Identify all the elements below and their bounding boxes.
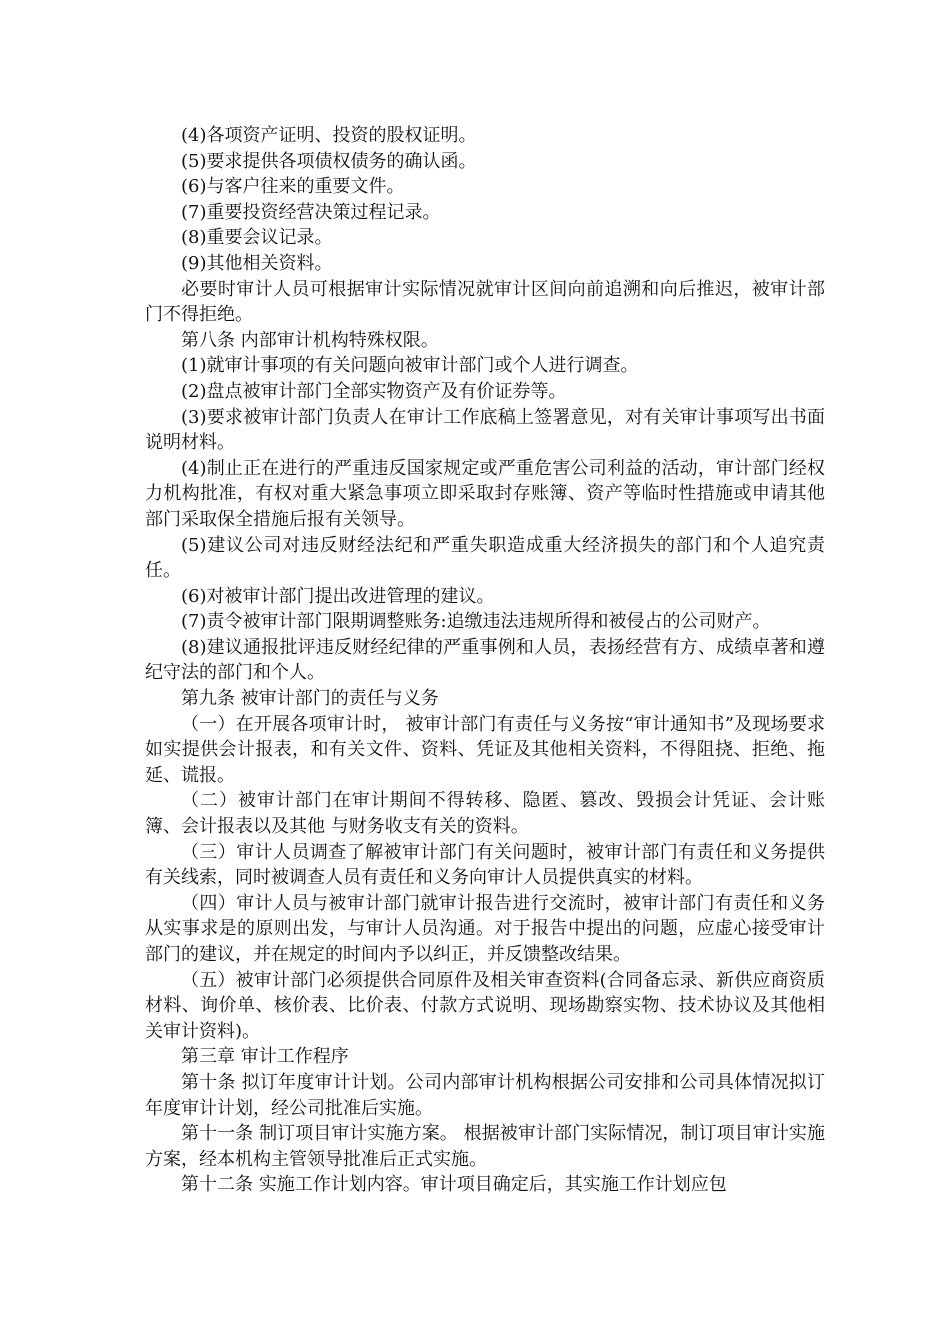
article-heading: 第九条 被审计部门的责任与义务 [181, 688, 439, 710]
paragraph: （一）在开展各项审计时， 被审计部门有责任与义务按“审计通知书”及现场要求如实提供会计报表，和有关文件、资料、凭证及其他相关资料，不得阻挠、拒绝、拖延、谎报。 [145, 713, 825, 786]
paragraph: (3)要求被审计部门负责人在审计工作底稿上签署意见，对有关审计事项写出书面说明材料。 [145, 406, 825, 454]
paragraph: (1)就审计事项的有关问题向被审计部门或个人进行调查。 [181, 355, 639, 377]
chapter-heading: 第三章 审计工作程序 [181, 1046, 349, 1068]
paragraph: （五）被审计部门必须提供合同原件及相关审查资料(合同备忘录、新供应商资质材料、询价单、核价表、比价表、付款方式说明、现场勘察实物、技术协议及其他相关审计资料)。 [145, 969, 825, 1042]
paragraph: (8)建议通报批评违反财经纪律的严重事例和人员，表扬经营有方、成绩卓著和遵纪守法的部门和个人。 [145, 636, 825, 684]
paragraph: (4)各项资产证明、投资的股权证明。 [181, 125, 477, 146]
paragraph: (2)盘点被审计部门全部实物资产及有价证券等。 [181, 380, 567, 402]
article-heading: 第八条 内部审计机构特殊权限。 [181, 329, 439, 351]
paragraph: 第十二条 实施工作计划内容。审计项目确定后，其实施工作计划应包 [181, 1174, 727, 1196]
paragraph: (9)其他相关资料。 [181, 252, 333, 274]
paragraph: （二）被审计部门在审计期间不得转移、隐匿、篡改、毁损会计凭证、会计账簿、会计报表以及其他 与财务收支有关的资料。 [145, 790, 825, 838]
paragraph: (4)制止正在进行的严重违反国家规定或严重危害公司利益的活动，审计部门经权力机构批准，有权对重大紧急事项立即采取封存账簿、资产等临时性措施或申请其他部门采取保全措施后报有关领导。 [145, 457, 825, 530]
paragraph: 必要时审计人员可根据审计实际情况就审计区间向前追溯和向后推迟，被审计部门不得拒绝。 [145, 278, 825, 326]
paragraph: (5)建议公司对违反财经法纪和严重失职造成重大经济损失的部门和个人追究责任。 [145, 534, 825, 582]
paragraph: 第十一条 制订项目审计实施方案。 根据被审计部门实际情况，制订项目审计实施方案，经本机构主管领导批准后正式实施。 [145, 1123, 825, 1170]
paragraph: 第十条 拟订年度审计计划。公司内部审计机构根据公司安排和公司具体情况拟订年度审计计划，经公司批准后实施。 [145, 1071, 825, 1119]
paragraph: （三）审计人员调查了解被审计部门有关问题时，被审计部门有责任和义务提供有关线索，同时被调查人员有责任和义务向审计人员提供真实的材料。 [145, 841, 825, 889]
document-page [145, 123, 825, 1198]
paragraph: (5)要求提供各项债权债务的确认函。 [181, 150, 477, 172]
paragraph: （四）审计人员与被审计部门就审计报告进行交流时，被审计部门有责任和义务从实事求是的原则出发，与审计人员沟通。对于报告中提出的问题，应虚心接受审计部门的建议，并在规定的时间内予以纠正，并反馈整改结果。 [145, 892, 825, 965]
paragraph: (8)重要会议记录。 [181, 227, 333, 249]
paragraph: (7)责令被审计部门限期调整账务:追缴违法违规所得和被侵占的公司财产。 [181, 611, 771, 633]
paragraph: (6)对被审计部门提出改进管理的建议。 [181, 585, 495, 607]
paragraph: (7)重要投资经营决策过程记录。 [181, 201, 441, 223]
paragraph: (6)与客户往来的重要文件。 [181, 176, 405, 198]
